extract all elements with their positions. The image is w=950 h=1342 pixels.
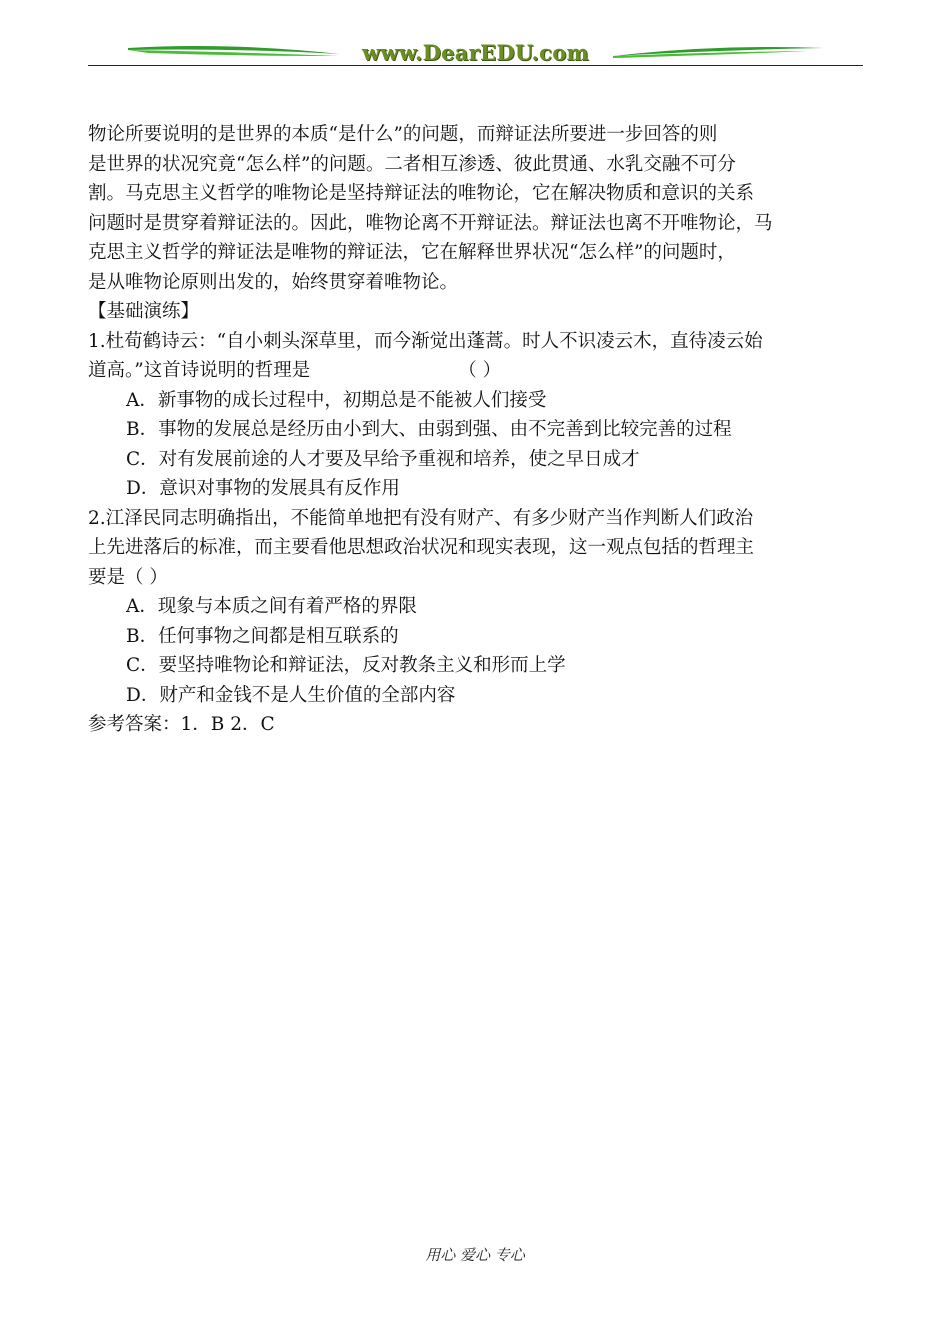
intro-line: 物论所要说明的是世界的本质“是什么”的问题，而辩证法所要进一步回答的则 [88, 124, 718, 145]
question-2 [88, 504, 868, 711]
option-d: D．财产和金钱不是人生价值的全部内容 [126, 684, 456, 706]
question-stem-line [88, 356, 868, 386]
intro-paragraph [88, 120, 868, 297]
question-stem-line: 要是（ ） [88, 566, 168, 588]
section-title: 【基础演练】 [88, 301, 200, 322]
intro-line: 是从唯物论原则出发的，始终贯穿着唯物论。 [88, 271, 459, 293]
option-b: B．任何事物之间都是相互联系的 [126, 625, 399, 647]
intro-line: 是世界的状况究竟“怎么样”的问题。二者相互渗透、彼此贯通、水乳交融不可分 [88, 153, 736, 175]
answer-key: 参考答案：1．B 2．C [88, 714, 275, 735]
option-b: B．事物的发展总是经历由小到大、由弱到强、由不完善到比较完善的过程 [126, 419, 732, 440]
question-1 [88, 327, 868, 504]
question-stem-text: 道高。”这首诗说明的哲理是 [88, 360, 311, 381]
question-stem-line: 1.杜荀鹤诗云：“自小刺头深草里，而今渐觉出蓬蒿。时人不识凌云木，直待凌云始 [88, 330, 763, 352]
question-stem-line: 上先进落后的标准，而主要看他思想政治状况和现实表现，这一观点包括的哲理主 [88, 537, 755, 558]
intro-line: 割。马克思主义哲学的唯物论是坚持辩证法的唯物论，它在解决物质和意识的关系 [88, 183, 755, 204]
question-stem-line: 2.江泽民同志明确指出，不能简单地把有没有财产、有多少财产当作判断人们政治 [88, 507, 754, 529]
intro-line: 克思主义哲学的辩证法是唯物的辩证法，它在解释世界状况“怎么样”的问题时， [88, 242, 736, 263]
document-body [88, 120, 868, 740]
option-a: A．新事物的成长过程中，初期总是不能被人们接受 [126, 389, 547, 411]
intro-line: 问题时是贯穿着辩证法的。因此，唯物论离不开辩证法。辩证法也离不开唯物论，马 [88, 212, 773, 234]
option-c: C．要坚持唯物论和辩证法，反对教条主义和形而上学 [126, 655, 566, 676]
header-divider [88, 65, 863, 66]
answer-blank: （ ） [458, 360, 502, 381]
option-a: A．现象与本质之间有着严格的界限 [126, 596, 417, 617]
option-c: C．对有发展前途的人才要及早给予重视和培养，使之早日成才 [126, 448, 640, 470]
site-logo-text: www.DearEDU.com [361, 40, 590, 65]
page-footer: 用心 爱心 专心 [425, 1246, 525, 1264]
option-d: D．意识对事物的发展具有反作用 [126, 478, 400, 499]
